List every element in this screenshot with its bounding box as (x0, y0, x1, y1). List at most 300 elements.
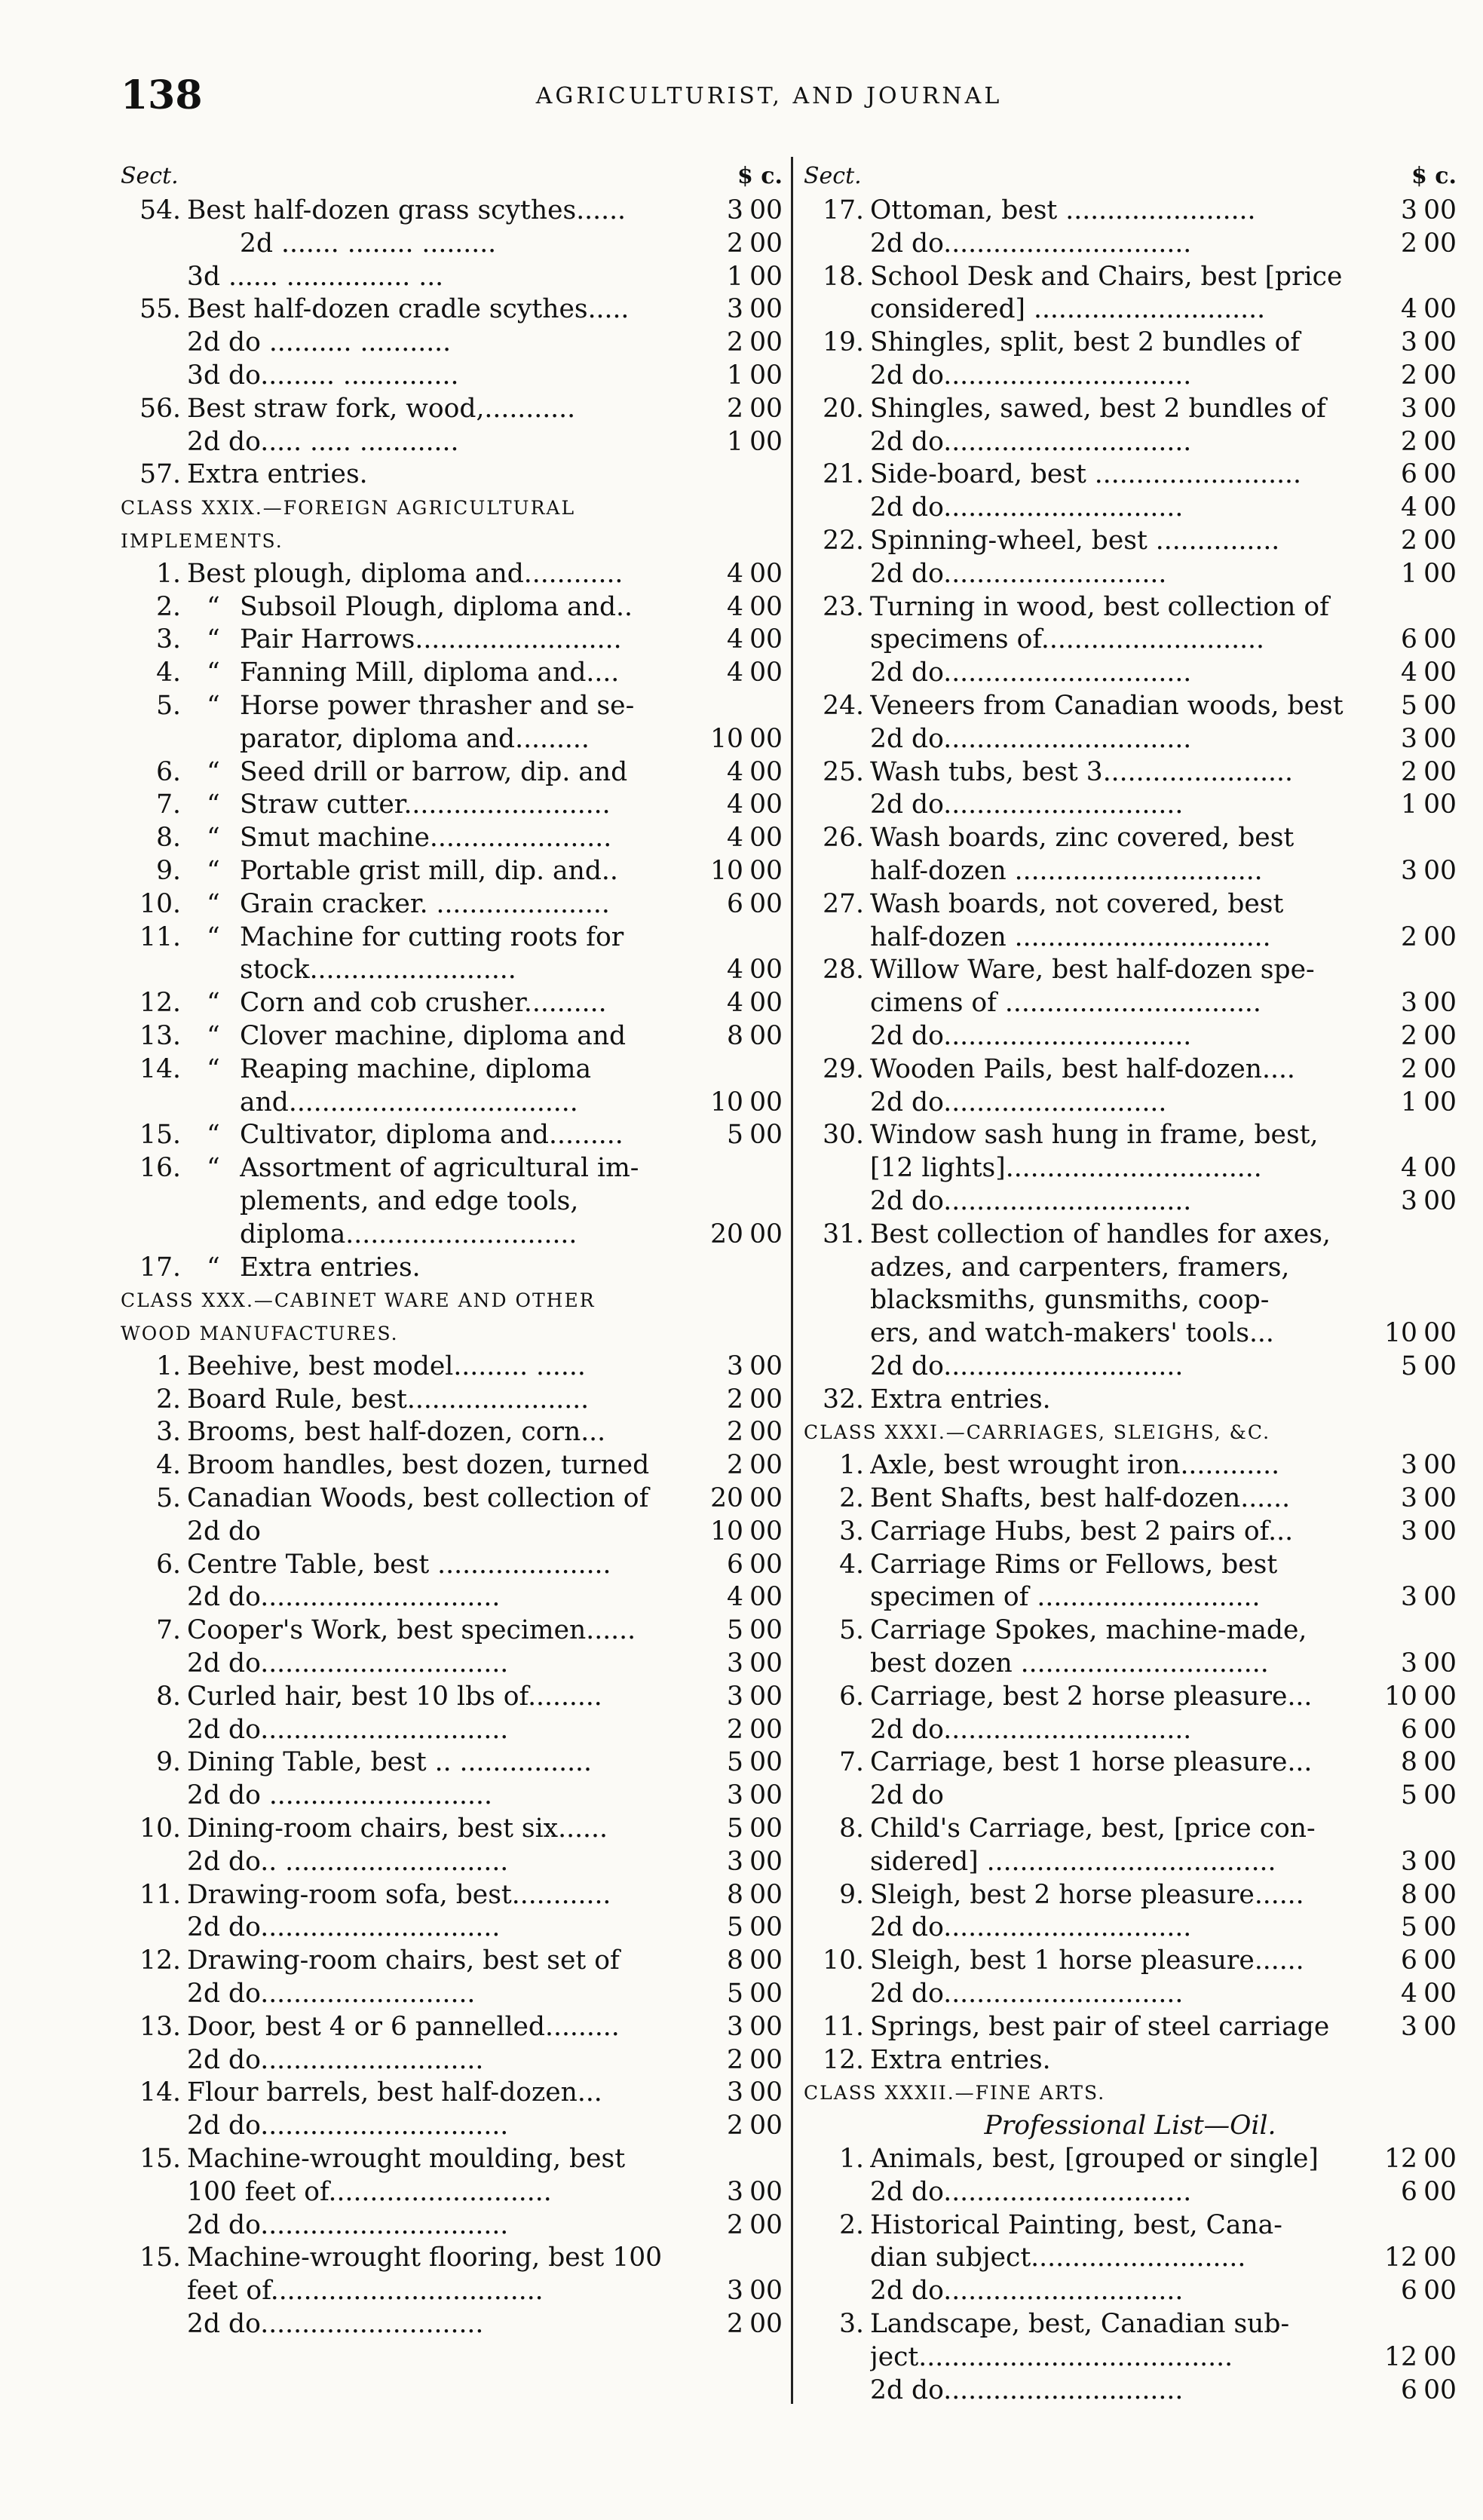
prize-amount (704, 756, 783, 789)
prize-dollars: 10 (710, 1516, 743, 1547)
prize-cents: 00 (749, 1780, 783, 1811)
prize-cents: 00 (749, 1582, 783, 1613)
entry-text: Carriage Hubs, best 2 pairs of... (870, 1516, 1294, 1547)
prize-amount (1378, 2176, 1457, 2209)
section-number: 25. (823, 756, 864, 787)
entry-text: Bent Shafts, best half-dozen...... (870, 1483, 1291, 1514)
prize-dollars: 10 (710, 855, 743, 886)
prize-amount (704, 2044, 783, 2077)
prize-entry-line (804, 2308, 1457, 2341)
prize-entry-line (121, 1714, 783, 1747)
prize-entry-line (804, 393, 1457, 426)
prize-dollars: 6 (1401, 459, 1417, 490)
prize-entry-line (121, 2143, 783, 2176)
prize-entry-line (804, 1945, 1457, 1978)
prize-entry-line (121, 1780, 783, 1813)
entry-text: Shingles, sawed, best 2 bundles of (870, 393, 1326, 424)
entry-text: Drawing-room chairs, best set of (187, 1945, 620, 1976)
prize-cents: 00 (1423, 658, 1457, 688)
entry-text: 2d do.......................... (187, 1979, 476, 2010)
prize-amount (1378, 756, 1457, 789)
prize-cents: 00 (749, 1120, 783, 1151)
section-number: 11. (823, 2011, 864, 2042)
prize-dollars: 2 (727, 2209, 743, 2240)
prize-entry-line (121, 1152, 783, 1185)
section-number: 19. (823, 327, 864, 358)
entry-text: half-dozen .............................. (870, 855, 1263, 886)
entry-text: Springs, best pair of steel carriage (870, 2011, 1330, 2042)
prize-dollars: 5 (1401, 690, 1417, 721)
prize-entry-line (121, 1911, 783, 1945)
prize-dollars: 2 (1401, 426, 1417, 457)
prize-dollars: 3 (1401, 1648, 1417, 1679)
prize-dollars: 3 (1401, 1450, 1417, 1481)
prize-dollars: 6 (1401, 1714, 1417, 1745)
section-number: 2. (156, 1384, 181, 1415)
entry-text: Flour barrels, best half-dozen... (187, 2077, 602, 2108)
ditto-mark: “ (207, 756, 220, 787)
prize-entry-line (121, 458, 783, 492)
section-number: 4. (156, 1450, 181, 1481)
section-number: 2. (156, 591, 181, 622)
prize-amount (1378, 558, 1457, 591)
prize-cents: 00 (1423, 624, 1457, 655)
prize-amount (1378, 1317, 1457, 1350)
prize-cents: 00 (1423, 2374, 1457, 2405)
prize-cents: 00 (749, 1384, 783, 1415)
entry-text: Turning in wood, best collection of (870, 591, 1329, 622)
page-number: 138 (121, 72, 203, 118)
section-number: 8. (839, 1813, 864, 1844)
class-heading: CLASS XXXII.—FINE ARTS. (804, 2082, 1106, 2105)
prize-entry-line (121, 1846, 783, 1879)
prize-entry-line (121, 195, 783, 228)
prize-amount (704, 1516, 783, 1549)
prize-amount (1378, 2341, 1457, 2374)
prize-cents: 00 (749, 2309, 783, 2339)
prize-entry-line (121, 1119, 783, 1152)
prize-dollars: 5 (727, 1912, 743, 1943)
entry-text: Seed drill or barrow, dip. and (240, 756, 628, 787)
section-number: 13. (139, 2011, 181, 2042)
prize-dollars: 8 (727, 1020, 743, 1051)
prize-entry-line (121, 1516, 783, 1549)
prize-cents: 00 (1423, 1747, 1457, 1778)
section-number: 1. (839, 1450, 864, 1481)
prize-dollars: 1 (1401, 789, 1417, 820)
prize-amount (1378, 2143, 1457, 2176)
prize-cents: 00 (749, 327, 783, 358)
section-number: 15. (139, 1120, 181, 1151)
prize-amount (704, 1482, 783, 1516)
prize-cents: 00 (1423, 2276, 1457, 2307)
entry-text: Wash tubs, best 3....................... (870, 756, 1293, 787)
prize-cents: 00 (1423, 1945, 1457, 1976)
prize-entry-line (804, 228, 1457, 261)
prize-entry-line (804, 1780, 1457, 1813)
dollars-cents-label: $ c. (1411, 163, 1457, 189)
prize-cents: 00 (1423, 2176, 1457, 2207)
section-number: 8. (156, 1681, 181, 1712)
prize-entry-line (121, 2209, 783, 2243)
prize-entry-line (804, 1516, 1457, 1549)
entry-text: Child's Carriage, best, [price con- (870, 1813, 1316, 1844)
prize-amount (1378, 1152, 1457, 1185)
prize-dollars: 2 (727, 1714, 743, 1745)
prize-entry-line (804, 1846, 1457, 1879)
prize-entry-line (121, 1416, 783, 1449)
prize-amount (1378, 1879, 1457, 1912)
prize-entry-line (804, 1978, 1457, 2011)
prize-dollars: 4 (1401, 492, 1417, 523)
prize-dollars: 4 (1401, 1153, 1417, 1184)
prize-entry-line (804, 426, 1457, 459)
prize-entry-line (804, 888, 1457, 921)
prize-cents: 00 (1423, 459, 1457, 490)
prize-amount (1378, 458, 1457, 492)
running-title: AGRICULTURIST, AND JOURNAL (535, 83, 1003, 109)
prize-entry-line (804, 690, 1457, 723)
entry-text: 2d do ........................... (187, 1780, 492, 1811)
entry-text: plements, and edge tools, (240, 1185, 579, 1216)
prize-cents: 00 (1423, 2144, 1457, 2175)
prize-dollars: 3 (1401, 988, 1417, 1019)
prize-cents: 00 (749, 658, 783, 688)
prize-entry-line (121, 326, 783, 360)
prize-amount (704, 624, 783, 657)
prize-dollars: 6 (727, 888, 743, 919)
entry-text: 2d do............................. (870, 1979, 1184, 2010)
prize-dollars: 4 (727, 591, 743, 622)
prize-amount (704, 657, 783, 690)
entry-text: 2d do.............................. (870, 1185, 1192, 1216)
entry-text: Machine-wrought flooring, best 100 (187, 2243, 663, 2273)
prize-dollars: 4 (727, 1582, 743, 1613)
prize-amount (1378, 1482, 1457, 1516)
prize-amount (1378, 1978, 1457, 2011)
prize-amount (1378, 195, 1457, 228)
prize-dollars: 1 (727, 426, 743, 457)
entry-text: Sleigh, best 2 horse pleasure...... (870, 1879, 1304, 1910)
entry-text: 2d ....... ........ ......... (240, 228, 497, 259)
prize-entry-line (121, 393, 783, 426)
entry-text: Carriage Rims or Fellows, best (870, 1549, 1278, 1580)
prize-entry-line (121, 360, 783, 393)
prize-amount (1378, 1681, 1457, 1714)
section-number: 28. (823, 955, 864, 986)
prize-entry-line (804, 326, 1457, 360)
prize-dollars: 8 (727, 1945, 743, 1976)
ditto-mark: “ (207, 921, 220, 952)
prize-entry-line (121, 1549, 783, 1582)
entry-text: Reaping machine, diploma (240, 1053, 592, 1084)
entry-text: Broom handles, best dozen, turned (187, 1450, 650, 1481)
entry-text: Best half-dozen cradle scythes..... (187, 294, 630, 325)
prize-entry-line (121, 558, 783, 591)
prize-dollars: 2 (1401, 525, 1417, 556)
prize-entry-line (804, 624, 1457, 657)
prize-entry-line (804, 1911, 1457, 1945)
entry-text: Carriage Spokes, machine-made, (870, 1615, 1307, 1646)
prize-dollars: 4 (1401, 1979, 1417, 2010)
prize-amount (1378, 1945, 1457, 1978)
prize-cents: 00 (1423, 195, 1457, 225)
prize-dollars: 3 (727, 2276, 743, 2307)
section-number: 7. (156, 789, 181, 820)
prize-entry-line (121, 657, 783, 690)
section-number: 29. (823, 1053, 864, 1084)
prize-dollars: 4 (727, 789, 743, 820)
ditto-mark: “ (207, 888, 220, 919)
prize-entry-line (804, 1813, 1457, 1846)
prize-amount (704, 293, 783, 326)
prize-amount (704, 1384, 783, 1417)
entry-text: Veneers from Canadian woods, best (870, 690, 1344, 721)
prize-cents: 00 (749, 1879, 783, 1910)
prize-cents: 00 (1423, 1020, 1457, 1051)
prize-cents: 00 (1423, 756, 1457, 787)
entry-text: Door, best 4 or 6 pannelled......... (187, 2011, 620, 2042)
section-number: 2. (839, 2209, 864, 2240)
prize-amount (704, 789, 783, 822)
prize-cents: 00 (749, 2111, 783, 2141)
prize-cents: 00 (1423, 1153, 1457, 1184)
prize-entry-line (121, 1384, 783, 1417)
prize-entry-line (121, 1879, 783, 1912)
ditto-mark: “ (207, 988, 220, 1019)
section-number: 7. (839, 1747, 864, 1778)
section-number: 56. (139, 393, 181, 424)
prize-entry-line (121, 2275, 783, 2308)
prize-dollars: 4 (727, 658, 743, 688)
prize-amount (704, 2077, 783, 2110)
entry-text: Straw cutter......................... (240, 789, 611, 820)
section-number: 10. (139, 888, 181, 919)
left-column (121, 157, 783, 2341)
prize-cents: 00 (749, 294, 783, 325)
prize-entry-line (121, 2176, 783, 2209)
entry-text: 2d do........................... (870, 558, 1167, 589)
prize-dollars: 6 (1401, 2176, 1417, 2207)
prize-amount (704, 1581, 783, 1614)
prize-entry-line (804, 789, 1457, 822)
prize-dollars: 2 (1401, 756, 1417, 787)
prize-entry-line (121, 2077, 783, 2110)
prize-entry-line (121, 261, 783, 294)
entry-text: Dining Table, best .. ................ (187, 1747, 592, 1778)
prize-cents: 00 (1423, 855, 1457, 886)
prize-dollars: 5 (1401, 1780, 1417, 1811)
prize-cents: 00 (749, 1681, 783, 1712)
prize-amount (1378, 789, 1457, 822)
prize-entry-line (804, 921, 1457, 955)
prize-dollars: 5 (1401, 1350, 1417, 1381)
entry-text: Cooper's Work, best specimen...... (187, 1615, 636, 1646)
prize-cents: 00 (749, 1087, 783, 1117)
entry-text: Ottoman, best ....................... (870, 195, 1256, 225)
prize-cents: 00 (749, 1417, 783, 1448)
prize-amount (1378, 326, 1457, 360)
section-number: 6. (156, 1549, 181, 1580)
class-subheading: Professional List—Oil. (984, 2111, 1276, 2141)
prize-cents: 00 (749, 1483, 783, 1514)
prize-dollars: 5 (727, 1979, 743, 2010)
prize-amount (1378, 2275, 1457, 2308)
entry-text: 2d do.............................. (870, 1912, 1192, 1943)
section-number: 20. (823, 393, 864, 424)
prize-amount (704, 2308, 783, 2341)
prize-entry-line (121, 2011, 783, 2044)
prize-cents: 00 (749, 624, 783, 655)
prize-amount (704, 822, 783, 855)
prize-amount (1378, 624, 1457, 657)
prize-cents: 00 (1423, 393, 1457, 424)
prize-cents: 00 (1423, 2341, 1457, 2372)
section-number: 12. (823, 2044, 864, 2075)
prize-amount (704, 1020, 783, 1053)
entry-text: Curled hair, best 10 lbs of......... (187, 1681, 602, 1712)
entry-text: Pair Harrows......................... (240, 624, 622, 655)
prize-amount (1378, 1780, 1457, 1813)
entry-text: ers, and watch-makers' tools... (870, 1318, 1274, 1349)
entry-text: feet of................................. (187, 2276, 544, 2307)
prize-amount (1378, 855, 1457, 888)
entry-text: Sleigh, best 1 horse pleasure...... (870, 1945, 1304, 1976)
entry-text: stock......................... (240, 955, 516, 986)
prize-entry-line (804, 558, 1457, 591)
prize-cents: 00 (749, 789, 783, 820)
prize-amount (704, 987, 783, 1020)
entry-text: 2d do............................. (870, 2374, 1184, 2405)
prize-dollars: 12 (1384, 2144, 1417, 2175)
entry-text: dian subject.......................... (870, 2243, 1246, 2273)
prize-dollars: 6 (1401, 1945, 1417, 1976)
section-number: 26. (823, 823, 864, 854)
entry-text: Machine for cutting roots for (240, 921, 624, 952)
prize-cents: 00 (749, 1912, 783, 1943)
prize-dollars: 5 (727, 1120, 743, 1151)
prize-amount (704, 1846, 783, 1879)
prize-cents: 00 (749, 888, 783, 919)
left-entries (121, 195, 783, 2341)
prize-dollars: 5 (1401, 1912, 1417, 1943)
section-number: 22. (823, 525, 864, 556)
prize-cents: 00 (749, 2209, 783, 2240)
entry-text: 2d do..... ..... ............ (187, 426, 459, 457)
prize-entry-line (804, 657, 1457, 690)
prize-amount (704, 2110, 783, 2143)
entry-text: sidered] ................................... (870, 1846, 1276, 1877)
prize-entry-line (121, 1020, 783, 1053)
prize-dollars: 3 (1401, 1516, 1417, 1547)
entry-text: Fanning Mill, diploma and.... (240, 658, 620, 688)
prize-amount (704, 1648, 783, 1681)
prize-entry-line (804, 1449, 1457, 1482)
entry-text: Clover machine, diploma and (240, 1020, 627, 1051)
section-number: 9. (156, 855, 181, 886)
prize-amount (704, 954, 783, 987)
prize-cents: 00 (1423, 921, 1457, 952)
entry-text: considered] ............................ (870, 294, 1266, 325)
entry-text: Dining-room chairs, best six...... (187, 1813, 608, 1844)
prize-entry-line (804, 1020, 1457, 1053)
prize-amount (1378, 1714, 1457, 1747)
prize-entry-line (804, 2275, 1457, 2308)
prize-amount (704, 1119, 783, 1152)
prize-entry-line (804, 1317, 1457, 1350)
section-number: 23. (823, 591, 864, 622)
prize-amount (704, 1350, 783, 1384)
entry-text: 2d do............................. (870, 492, 1184, 523)
entry-text: 2d do (870, 1780, 944, 1811)
entry-text: 2d do............................. (187, 1582, 501, 1613)
entry-text: Landscape, best, Canadian sub- (870, 2309, 1290, 2339)
prize-dollars: 6 (1401, 624, 1417, 655)
entry-text: 2d do.............................. (870, 1714, 1192, 1745)
prize-entry-line (121, 591, 783, 624)
prize-entry-line (121, 822, 783, 855)
prize-entry-line (121, 1449, 783, 1482)
section-number: 14. (139, 1053, 181, 1084)
prize-entry-line (804, 1252, 1457, 1285)
prize-dollars: 3 (727, 2077, 743, 2108)
section-number: 24. (823, 690, 864, 721)
prize-entry-line (121, 855, 783, 888)
section-number: 32. (823, 1384, 864, 1415)
ditto-mark: “ (207, 855, 220, 886)
prize-dollars: 3 (1401, 1483, 1417, 1514)
prize-amount (1378, 1449, 1457, 1482)
prize-entry-line (804, 2143, 1457, 2176)
prize-cents: 00 (749, 393, 783, 424)
entry-text: 2d do.............................. (187, 1714, 509, 1745)
prize-dollars: 8 (1401, 1879, 1417, 1910)
prize-cents: 00 (749, 2011, 783, 2042)
prize-dollars: 3 (1401, 2011, 1417, 2042)
prize-cents: 00 (1423, 1483, 1457, 1514)
prize-amount (1378, 1087, 1457, 1120)
prize-dollars: 2 (1401, 228, 1417, 259)
entry-text: ject...................................... (870, 2341, 1233, 2372)
entry-text: 2d do .......... ........... (187, 327, 452, 358)
entry-text: Wash boards, zinc covered, best (870, 823, 1295, 854)
prize-cents: 00 (749, 591, 783, 622)
prize-entry-line (804, 822, 1457, 855)
page-header (121, 72, 1417, 125)
entry-text: Animals, best, [grouped or single] (870, 2144, 1319, 2175)
entry-text: and................................... (240, 1087, 578, 1117)
prize-entry-line (804, 2374, 1457, 2408)
prize-dollars: 3 (1401, 855, 1417, 886)
ditto-mark: “ (207, 658, 220, 688)
entry-text: Horse power thrasher and se- (240, 690, 635, 721)
prize-entry-line (121, 921, 783, 955)
entry-text: Historical Painting, best, Cana- (870, 2209, 1282, 2240)
prize-amount (704, 1416, 783, 1449)
prize-cents: 00 (749, 2077, 783, 2108)
entry-text: cimens of ............................... (870, 988, 1261, 1019)
section-number: 3. (156, 1417, 181, 1448)
left-column-header (121, 157, 783, 195)
prize-entry-line (121, 987, 783, 1020)
prize-dollars: 2 (727, 1450, 743, 1481)
prize-dollars: 4 (1401, 658, 1417, 688)
entry-text: Wooden Pails, best half-dozen.... (870, 1053, 1295, 1084)
prize-entry-line (121, 1813, 783, 1846)
prize-cents: 00 (1423, 1681, 1457, 1712)
prize-entry-line (804, 1185, 1457, 1219)
prize-entry-line (121, 1614, 783, 1648)
